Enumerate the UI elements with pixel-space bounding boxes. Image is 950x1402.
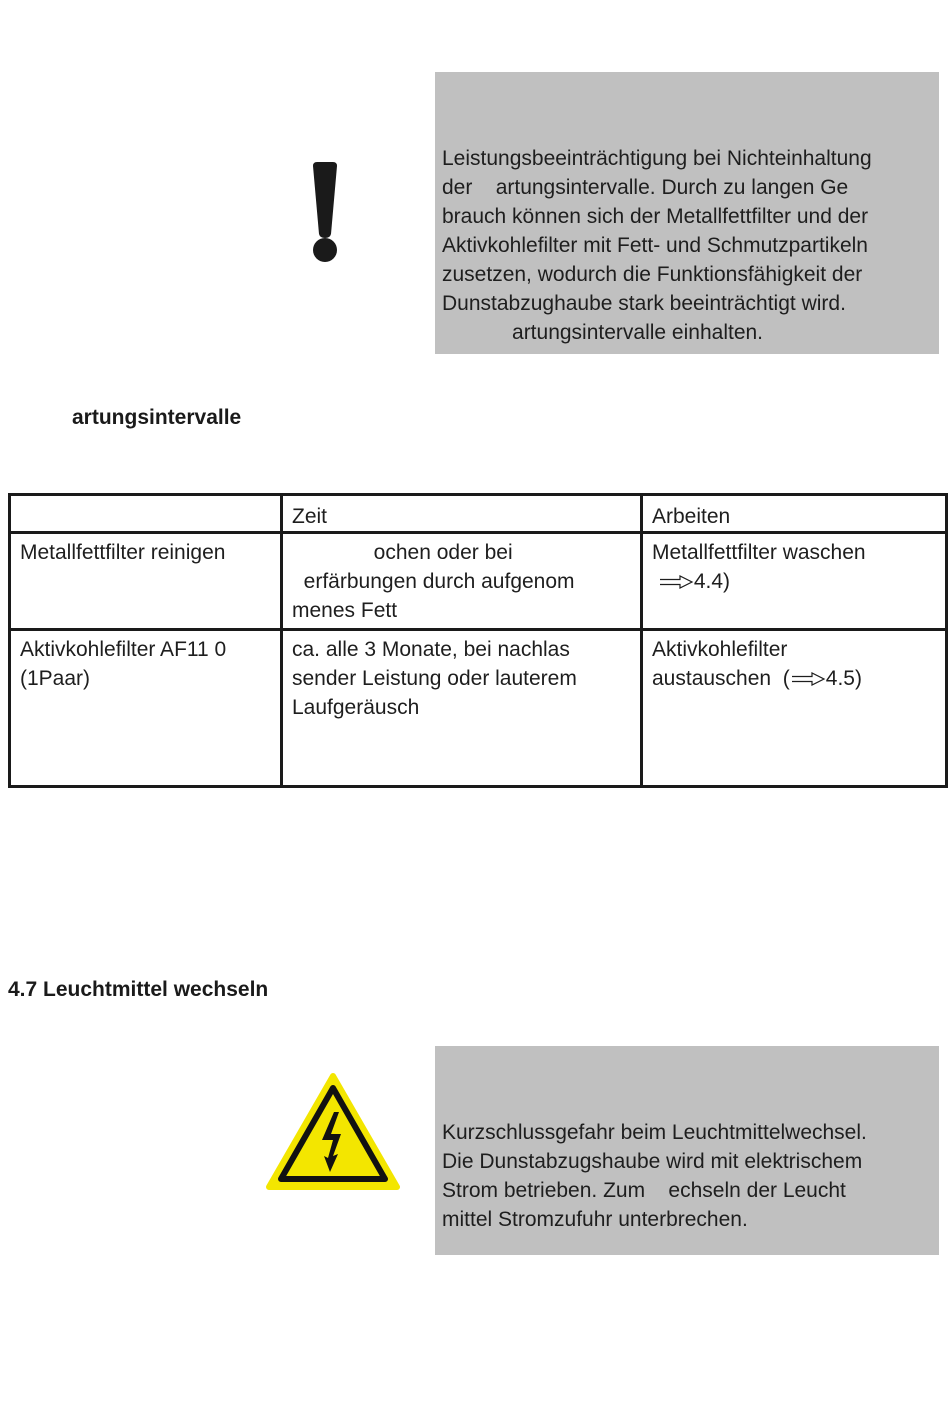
table-header-cell: Zeit bbox=[282, 495, 642, 533]
cell-line: sender Leistung oder lauterem bbox=[292, 667, 577, 690]
reference-arrow-icon bbox=[790, 672, 826, 686]
cell-line: Metallfettfilter reinigen bbox=[20, 541, 226, 564]
notice-line: der artungsintervalle. Durch zu langen Ge bbox=[442, 176, 849, 199]
high-voltage-warning-icon bbox=[266, 1072, 400, 1192]
reference-number: 4.4) bbox=[693, 570, 731, 593]
task-cell bbox=[10, 630, 282, 787]
cell-line: Aktivkohlefilter AF11 0 bbox=[20, 638, 227, 661]
notice-line: Dunstabzughaube stark beeinträchtigt wird. bbox=[442, 292, 846, 315]
cell-line: menes Fett bbox=[292, 599, 398, 622]
cell-line bbox=[652, 567, 937, 596]
cell-line: erfärbungen durch aufgenom bbox=[292, 570, 575, 593]
table-header-cell bbox=[10, 495, 282, 533]
work-cell bbox=[642, 533, 947, 630]
notice-line: Leistungsbeeinträchtigung bei Nichteinhaltung bbox=[442, 147, 872, 170]
notice-line: zusetzen, wodurch die Funktionsfähigkeit der bbox=[442, 263, 863, 286]
warning-line: mittel Stromzufuhr unterbrechen. bbox=[442, 1208, 748, 1231]
cell-line: ca. alle 3 Monate, bei nachlas bbox=[292, 638, 570, 661]
warning-line: Strom betrieben. Zum echseln der Leucht bbox=[442, 1179, 846, 1202]
exclamation-icon bbox=[308, 160, 342, 264]
reference-number: 4.5) bbox=[825, 667, 862, 690]
table-row bbox=[10, 533, 947, 630]
table-header-row bbox=[10, 495, 947, 533]
warning-box bbox=[435, 1046, 939, 1255]
notice-box bbox=[435, 72, 939, 354]
warning-line: Die Dunstabzugshaube wird mit elektrischem bbox=[442, 1150, 863, 1173]
cell-line: Metallfettfilter waschen bbox=[652, 541, 866, 564]
table-header-cell: Arbeiten bbox=[642, 495, 947, 533]
table-row bbox=[10, 630, 947, 787]
reference-prefix: austauschen ( bbox=[652, 667, 790, 690]
cell-line bbox=[652, 664, 937, 693]
reference-arrow-icon bbox=[658, 575, 694, 589]
cell-line: Laufgeräusch bbox=[292, 696, 420, 719]
warning-line: Kurzschlussgefahr beim Leuchtmittelwechsel. bbox=[442, 1121, 867, 1144]
notice-line: brauch können sich der Metallfettfilter und der bbox=[442, 205, 869, 228]
notice-line: Aktivkohlefilter mit Fett- und Schmutzpartikeln bbox=[442, 234, 868, 257]
task-cell bbox=[10, 533, 282, 630]
time-cell bbox=[282, 533, 642, 630]
notice-line: artungsintervalle einhalten. bbox=[442, 321, 764, 344]
work-cell bbox=[642, 630, 947, 787]
time-cell bbox=[282, 630, 642, 787]
cell-line: (1Paar) bbox=[20, 667, 91, 690]
section-heading: artungsintervalle bbox=[72, 406, 242, 429]
maintenance-table bbox=[8, 493, 948, 788]
cell-line: Aktivkohlefilter bbox=[652, 638, 788, 661]
section2-heading: 4.7 Leuchtmittel wechseln bbox=[8, 978, 269, 1001]
cell-line: ochen oder bei bbox=[292, 541, 513, 564]
